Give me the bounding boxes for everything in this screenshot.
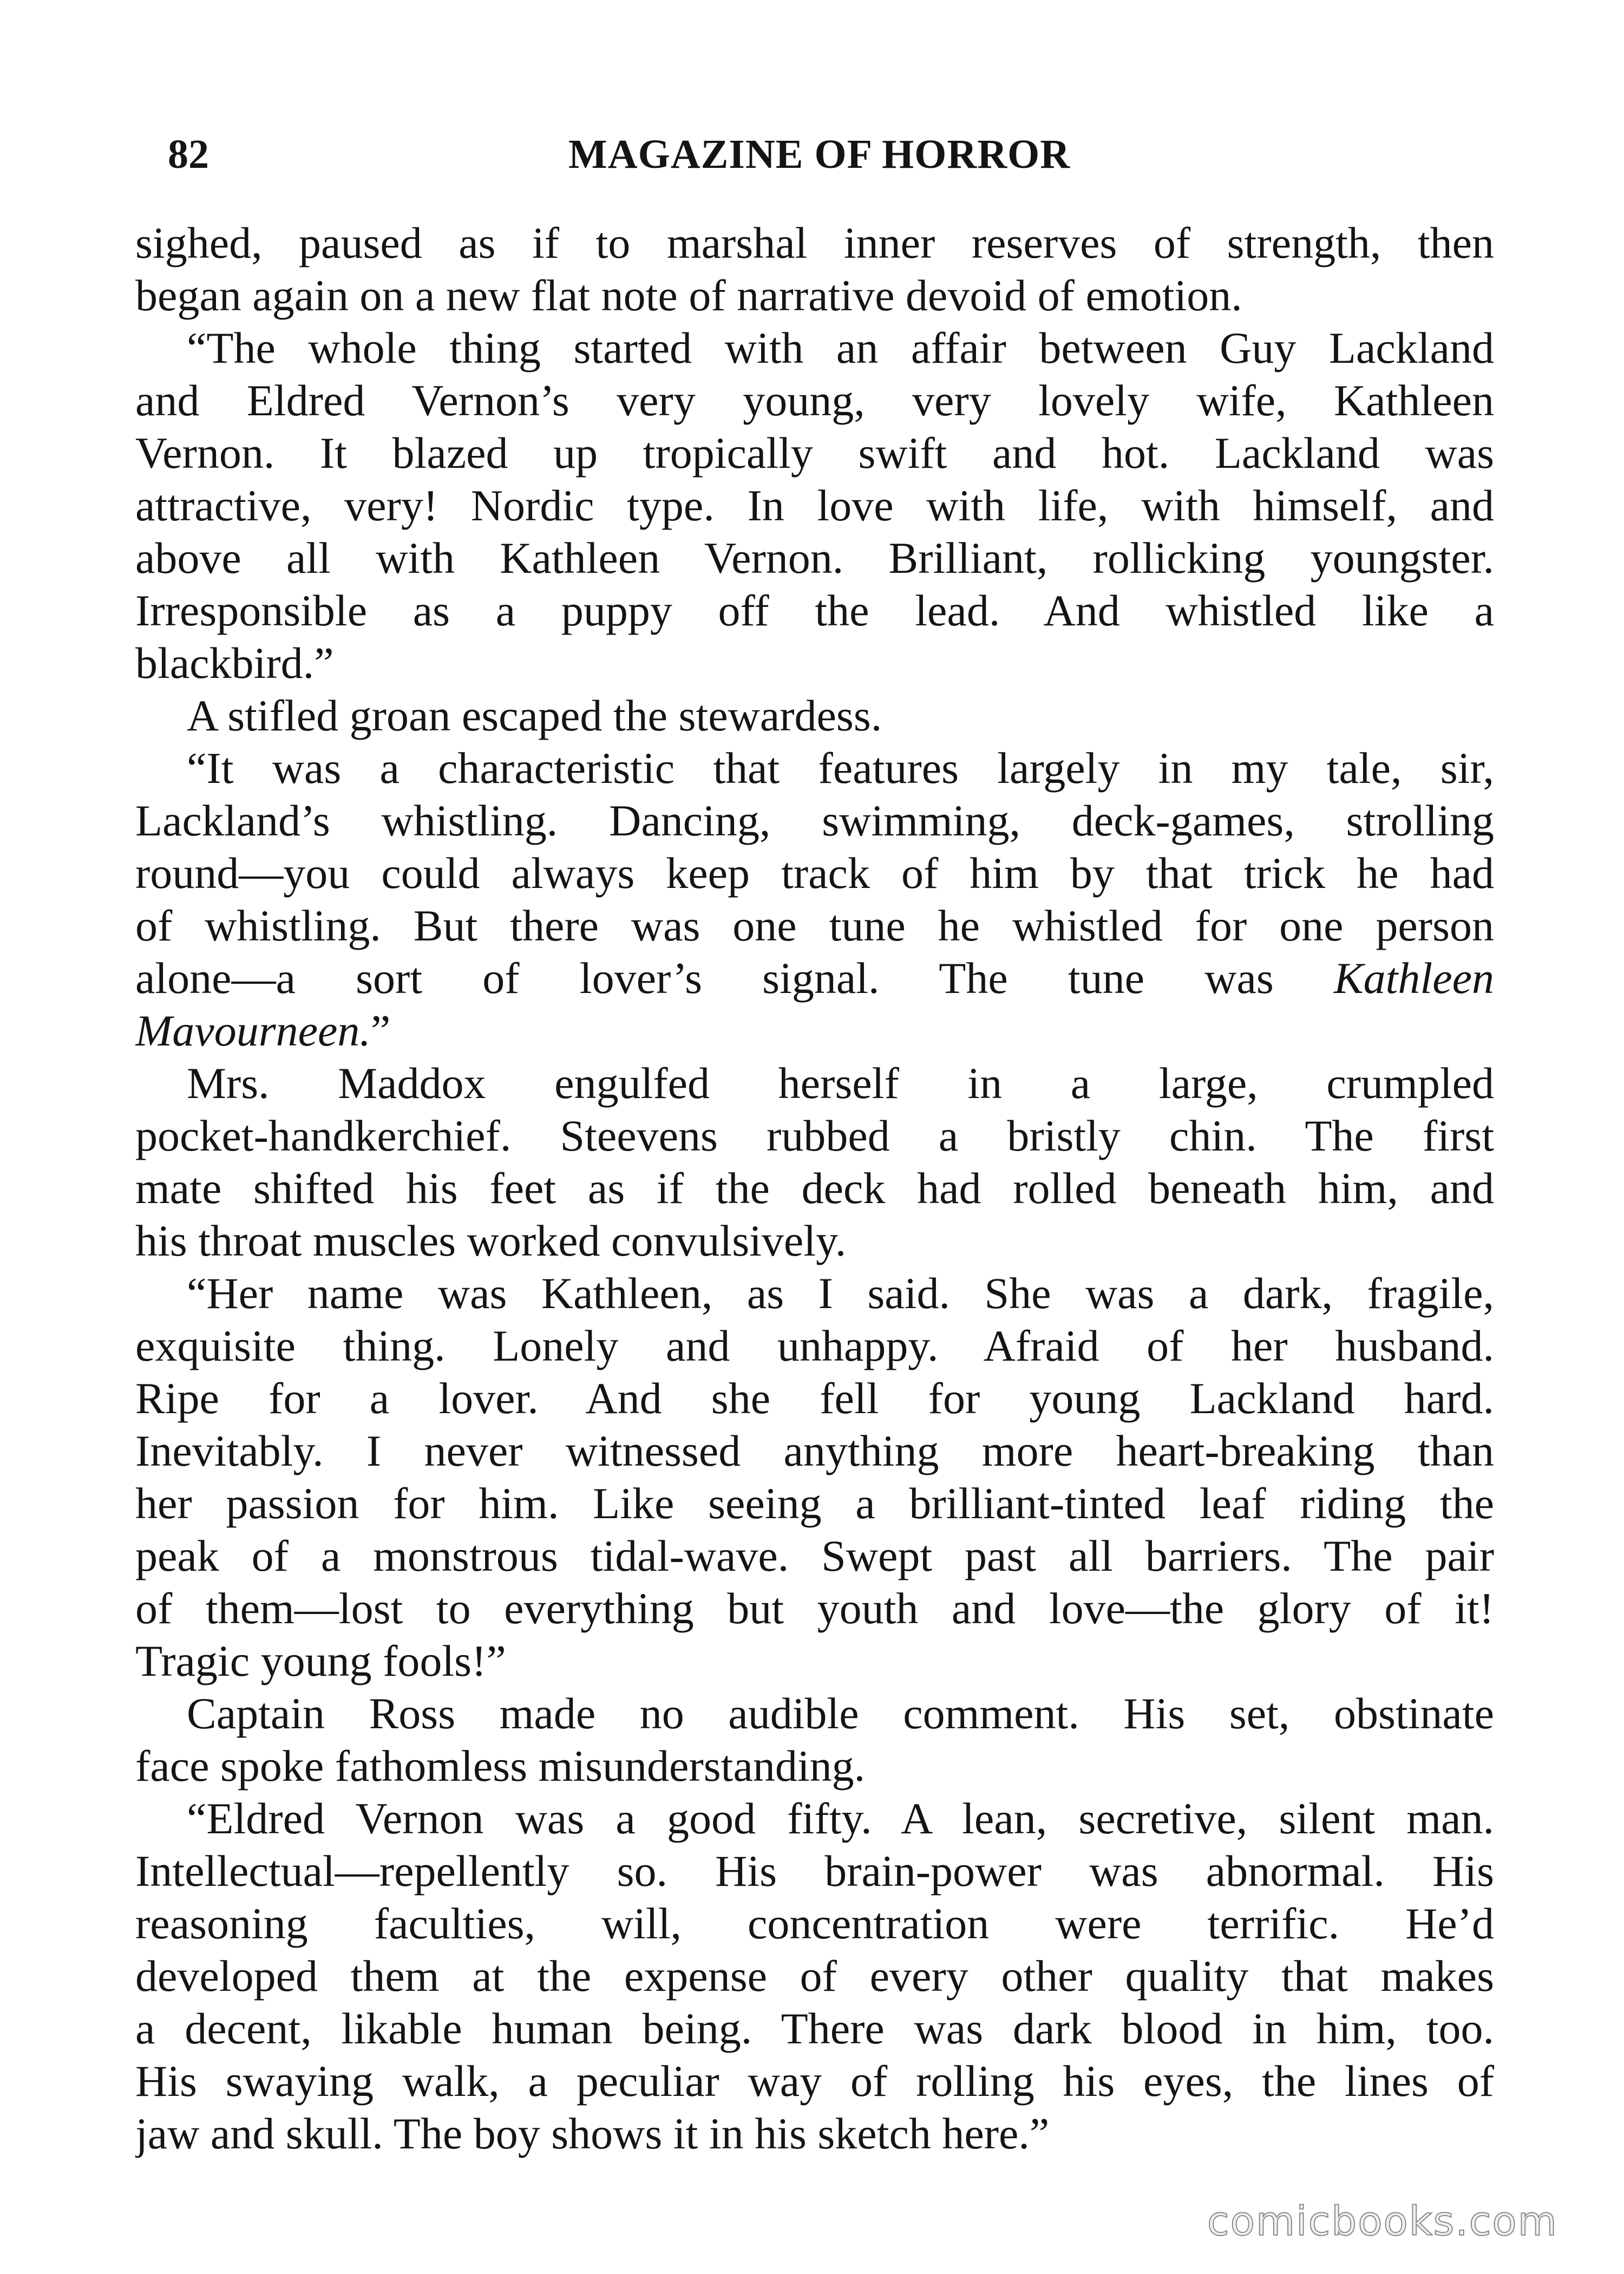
text-line <box>135 532 1494 584</box>
text-line <box>135 742 1494 794</box>
line-text: “Eldred Vernon was a good fifty. A lean, secretive, silent man. <box>187 1794 1494 1843</box>
text-line <box>135 2107 1494 2160</box>
text-line <box>135 2055 1494 2107</box>
line-text: Irresponsible as a puppy off the lead. And whistled like a <box>135 586 1494 635</box>
line-text: Ripe for a lover. And she fell for young Lackland hard. <box>135 1374 1494 1423</box>
line-text: and Eldred Vernon’s very young, very lovely wife, Kathleen <box>135 376 1494 425</box>
line-text: pocket-handkerchief. Steevens rubbed a bristly chin. The first <box>135 1111 1494 1160</box>
italic-text: Kathleen <box>1333 953 1494 1003</box>
line-text: of them—lost to everything but youth and love—the glory of it! <box>135 1584 1494 1633</box>
line-text: Mrs. Maddox engulfed herself in a large, crumpled <box>187 1058 1494 1108</box>
page-number: 82 <box>168 132 209 177</box>
text-line <box>135 847 1494 899</box>
text-line <box>135 1687 1494 1740</box>
story-text <box>135 217 1494 2160</box>
text-line <box>135 1740 1494 1792</box>
line-text: Vernon. It blazed up tropically swift and hot. Lackland was <box>135 428 1494 478</box>
text-line <box>135 1635 1494 1687</box>
line-text: began again on a new flat note of narrative devoid of emotion. <box>135 271 1242 320</box>
watermark-logo: comicbooks.com <box>1207 2198 1558 2245</box>
line-text: reasoning faculties, will, concentration were terrific. He’d <box>135 1899 1494 1948</box>
line-text: face spoke fathomless misunderstanding. <box>135 1741 866 1791</box>
text-line <box>135 1109 1494 1162</box>
line-text: Intellectual—repellently so. His brain-power was abnormal. His <box>135 1846 1494 1896</box>
text-line <box>135 1319 1494 1372</box>
text-line <box>135 1162 1494 1214</box>
text-line <box>135 794 1494 847</box>
text-line <box>135 1057 1494 1109</box>
text-line <box>135 1477 1494 1530</box>
italic-text: Mavourneen. <box>135 1006 371 1055</box>
running-title: MAGAZINE OF HORROR <box>568 132 1071 177</box>
line-text: Tragic young fools!” <box>135 1636 506 1685</box>
line-text: Lackland’s whistling. Dancing, swimming, deck-games, strolling <box>135 796 1494 845</box>
line-text: A stifled groan escaped the stewardess. <box>187 691 882 740</box>
line-text: jaw and skull. The boy shows it in his sketch here.” <box>135 2109 1050 2158</box>
line-text: “It was a characteristic that features largely in my tale, sir, <box>187 743 1494 793</box>
line-text: her passion for him. Like seeing a brilliant-tinted leaf riding the <box>135 1479 1494 1528</box>
text-line <box>135 1950 1494 2002</box>
text-line <box>135 427 1494 479</box>
line-text: developed them at the expense of every other quality that makes <box>135 1951 1494 2001</box>
text-line <box>135 689 1494 742</box>
text-line <box>135 1267 1494 1319</box>
line-text: “The whole thing started with an affair between Guy Lackland <box>187 323 1494 373</box>
line-text: peak of a monstrous tidal-wave. Swept past all barriers. The pair <box>135 1531 1494 1580</box>
page-header <box>135 122 1494 187</box>
text-line <box>135 374 1494 427</box>
text-line <box>135 322 1494 374</box>
text-line <box>135 637 1494 689</box>
line-text: above all with Kathleen Vernon. Brilliant, rollicking youngster. <box>135 533 1494 583</box>
text-line <box>135 1214 1494 1267</box>
line-text: Captain Ross made no audible comment. His set, obstinate <box>187 1689 1494 1738</box>
text-line <box>135 269 1494 322</box>
line-text: a decent, likable human being. There was dark blood in him, too. <box>135 2004 1494 2053</box>
line-text: mate shifted his feet as if the deck had rolled beneath him, and <box>135 1164 1494 1213</box>
text-line <box>135 1530 1494 1582</box>
line-text: sighed, paused as if to marshal inner reserves of strength, then <box>135 218 1494 267</box>
text-line <box>135 2002 1494 2055</box>
line-text: His swaying walk, a peculiar way of rolling his eyes, the lines of <box>135 2056 1494 2106</box>
line-text: “Her name was Kathleen, as I said. She was a dark, fragile, <box>187 1269 1494 1318</box>
text-line <box>135 217 1494 269</box>
text-line <box>135 1582 1494 1635</box>
line-text: ” <box>370 1006 391 1055</box>
text-line <box>135 1424 1494 1477</box>
line-text: exquisite thing. Lonely and unhappy. Afraid of her husband. <box>135 1321 1494 1370</box>
line-text: alone—a sort of lover’s signal. The tune was <box>135 953 1274 1003</box>
line-text: blackbird.” <box>135 638 334 688</box>
line-text: attractive, very! Nordic type. In love with life, with himself, and <box>135 481 1494 530</box>
line-text: of whistling. But there was one tune he whistled for one person <box>135 901 1494 950</box>
text-line <box>135 952 1494 1004</box>
text-line <box>135 899 1494 952</box>
text-line <box>135 1845 1494 1897</box>
text-line <box>135 1372 1494 1424</box>
text-line <box>135 479 1494 532</box>
text-line <box>135 584 1494 637</box>
line-text: his throat muscles worked convulsively. <box>135 1216 847 1265</box>
text-line <box>135 1897 1494 1950</box>
line-text: Inevitably. I never witnessed anything more heart-breaking than <box>135 1426 1494 1475</box>
text-line <box>135 1792 1494 1845</box>
line-text: round—you could always keep track of him by that trick he had <box>135 848 1494 898</box>
text-line <box>135 1004 1494 1057</box>
